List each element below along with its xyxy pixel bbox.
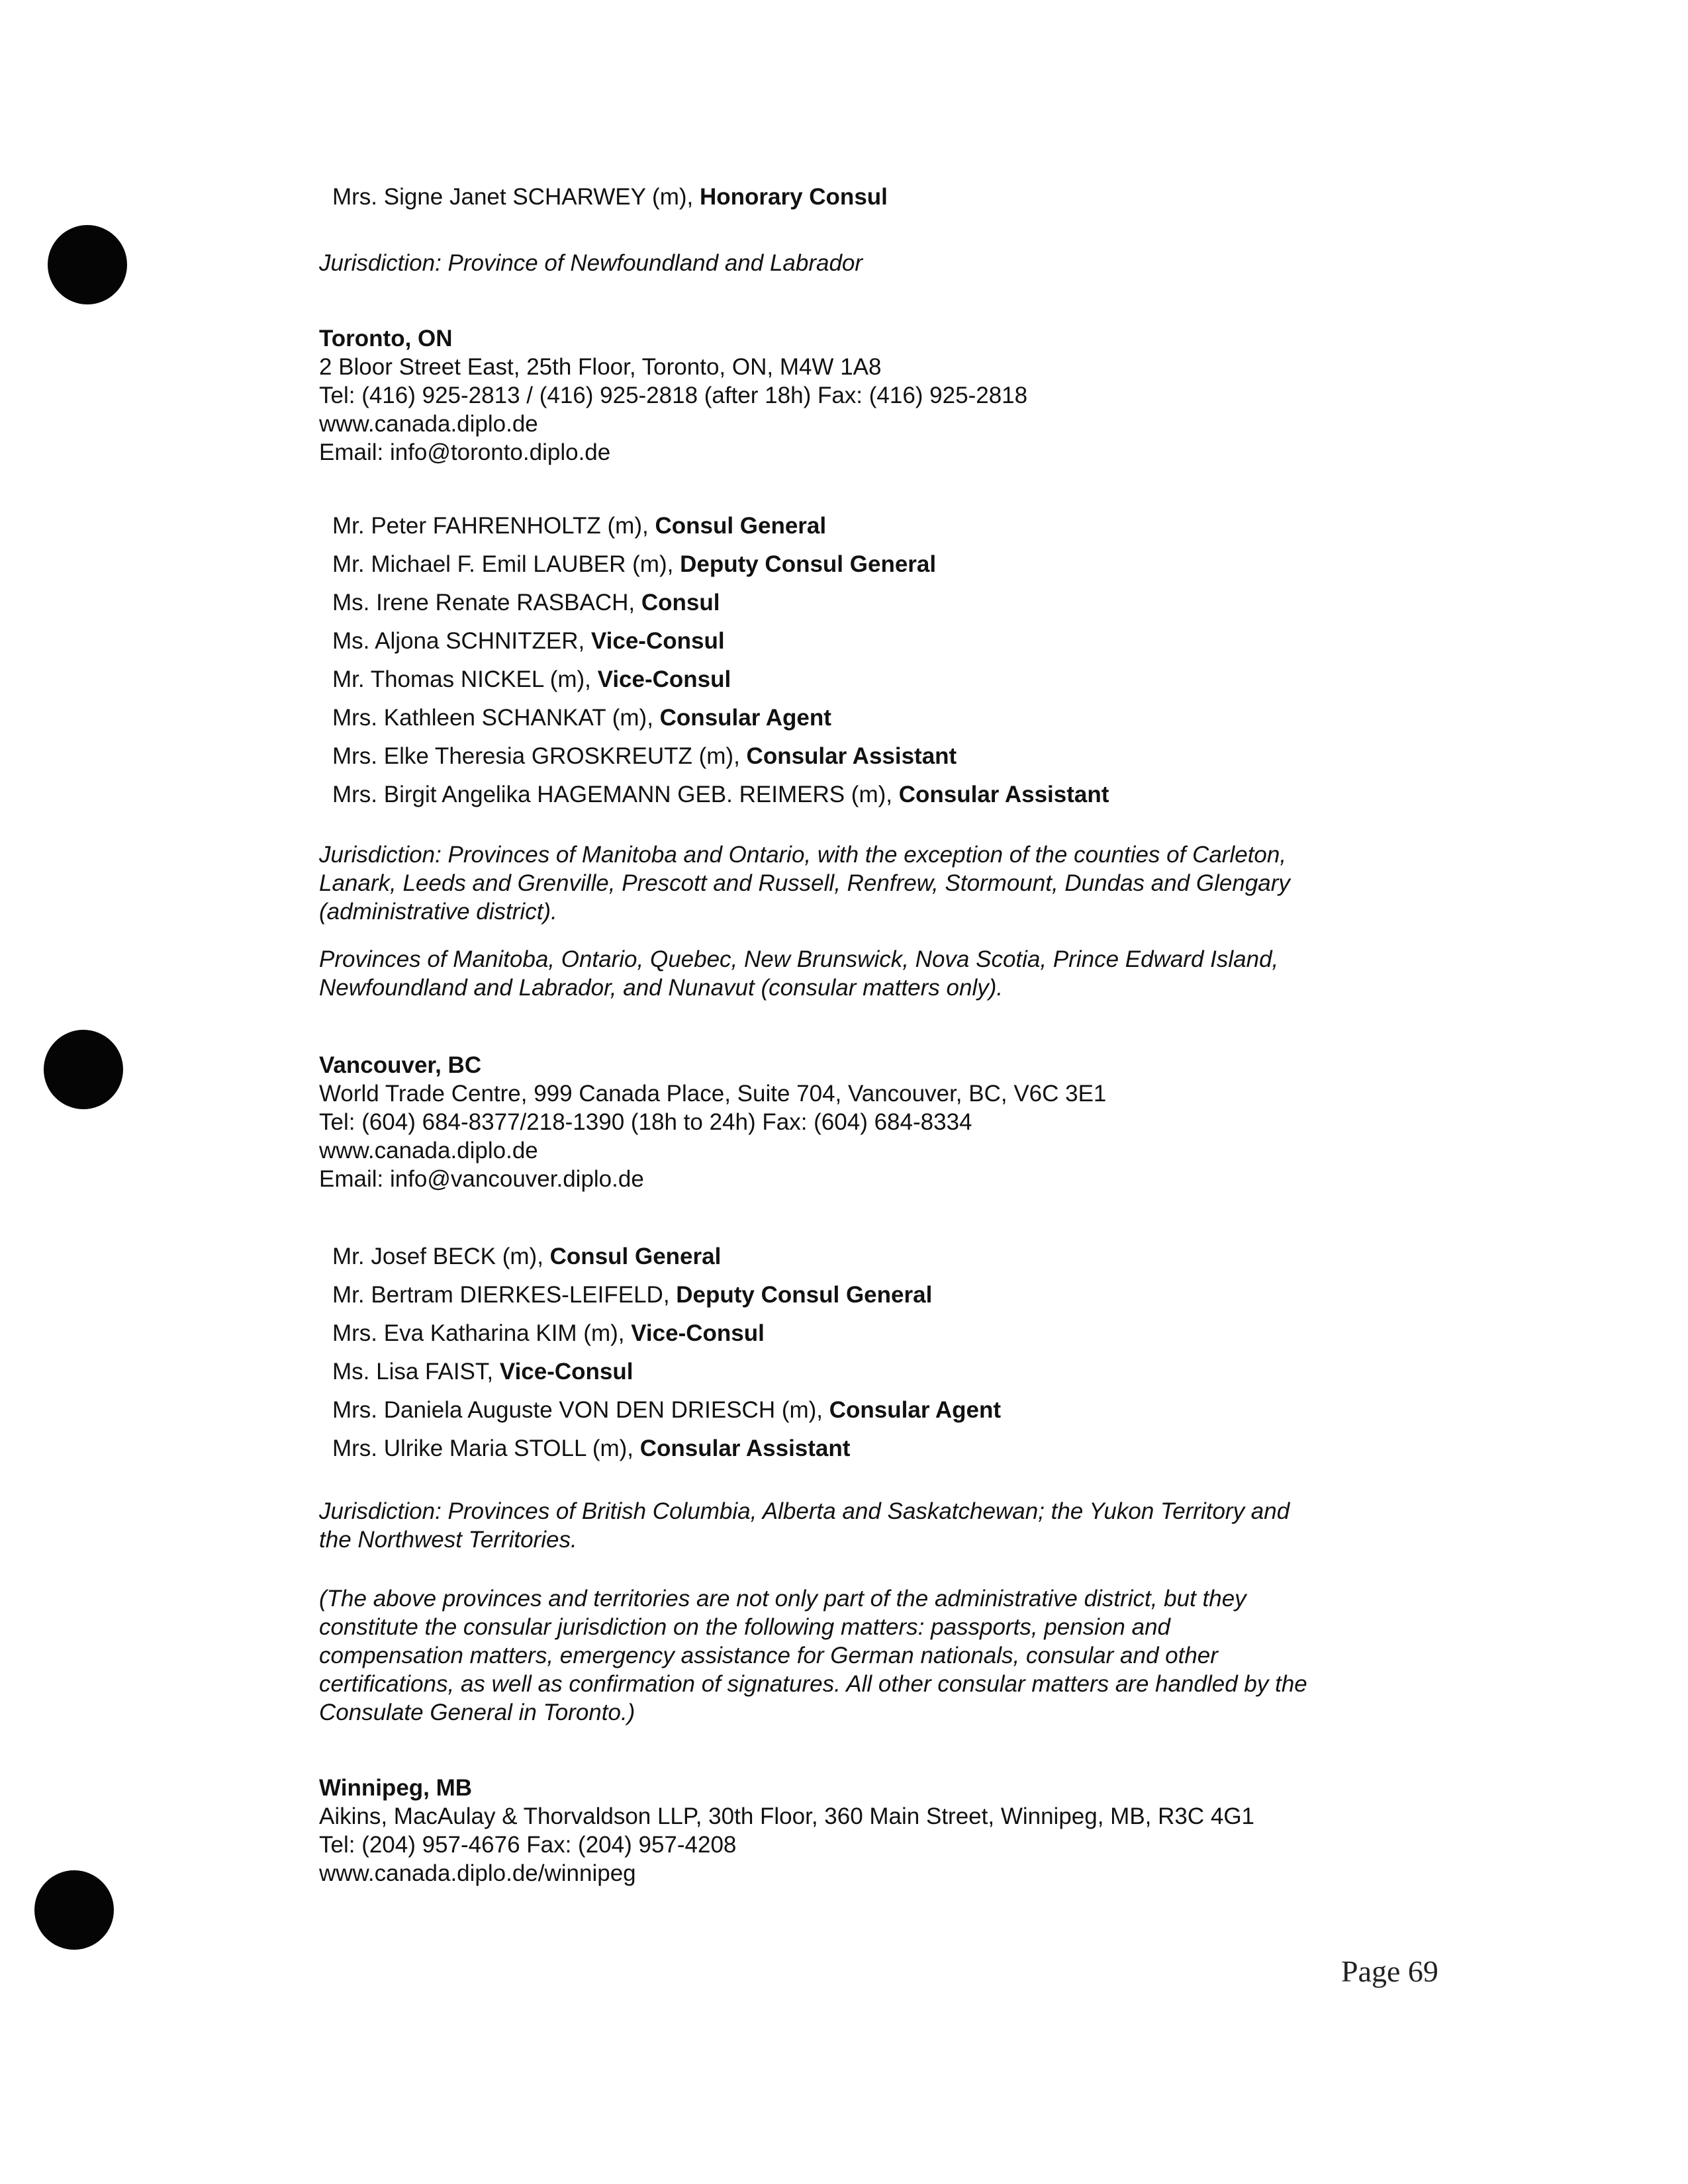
office-website[interactable]: www.canada.diplo.de [319, 411, 538, 437]
vancouver-jurisdiction [319, 1497, 1444, 1554]
staff-name: Ms. Aljona SCHNITZER, [332, 628, 591, 654]
staff-row [332, 699, 1444, 737]
honorary-consul-entry [319, 183, 1444, 211]
staff-name: Mr. Josef BECK (m), [332, 1244, 550, 1269]
office-phone: Tel: (204) 957-4676 Fax: (204) 957-4208 [319, 1832, 737, 1858]
staff-title: Consul General [655, 513, 827, 539]
staff-row [332, 545, 1444, 584]
staff-title: Vice-Consul [631, 1320, 765, 1346]
office-heading: Toronto, ON [319, 326, 453, 351]
staff-title: Vice-Consul [590, 628, 725, 654]
office-email[interactable]: Email: info@toronto.diplo.de [319, 439, 611, 465]
staff-row [332, 737, 1444, 776]
staff-title: Deputy Consul General [680, 551, 937, 577]
staff-row [332, 622, 1444, 660]
staff-row [332, 660, 1444, 699]
staff-title: Consular Assistant [898, 782, 1109, 807]
staff-row [332, 183, 1444, 211]
jurisdiction-text: Jurisdiction: Province of Newfoundland and Labrador [319, 250, 863, 276]
consular-line: Provinces of Manitoba, Ontario, Quebec, New Brunswick, Nova Scotia, Prince Edward Island, [319, 946, 1279, 972]
office-address: World Trade Centre, 999 Canada Place, Suite 704, Vancouver, BC, V6C 3E1 [319, 1081, 1107, 1107]
newfoundland-jurisdiction [319, 249, 1444, 277]
punch-hole-top [48, 225, 127, 304]
jurisdiction-line: the Northwest Territories. [319, 1527, 577, 1553]
staff-name: Mrs. Elke Theresia GROSKREUTZ (m), [332, 743, 747, 769]
staff-row [332, 1391, 1444, 1430]
jurisdiction-line: Jurisdiction: Provinces of British Columbia, Alberta and Saskatchewan; the Yukon Territory and [319, 1498, 1290, 1524]
staff-title: Consular Agent [659, 705, 831, 731]
toronto-staff-list [319, 507, 1444, 814]
staff-name: Mr. Thomas NICKEL (m), [332, 666, 598, 692]
staff-name: Mrs. Kathleen SCHANKAT (m), [332, 705, 660, 731]
jurisdiction-line: (administrative district). [319, 899, 557, 925]
office-website[interactable]: www.canada.diplo.de/winnipeg [319, 1860, 636, 1886]
staff-title: Consul [641, 590, 720, 615]
staff-name: Mr. Bertram DIERKES-LEIFELD, [332, 1282, 677, 1308]
staff-name: Mr. Michael F. Emil LAUBER (m), [332, 551, 680, 577]
staff-row [332, 1238, 1444, 1276]
staff-title: Consular Assistant [639, 1435, 851, 1461]
staff-name: Mrs. Signe Janet SCHARWEY (m), [332, 184, 700, 210]
punch-hole-bottom [34, 1870, 114, 1950]
note-line: Consulate General in Toronto.) [319, 1700, 635, 1725]
staff-name: Ms. Irene Renate RASBACH, [332, 590, 641, 615]
office-phone: Tel: (416) 925-2813 / (416) 925-2818 (after 18h) Fax: (416) 925-2818 [319, 383, 1028, 408]
staff-title: Honorary Consul [699, 184, 888, 210]
staff-row [332, 1314, 1444, 1353]
note-line: (The above provinces and territories are not only part of the administrative district, but they [319, 1586, 1246, 1612]
note-line: compensation matters, emergency assistance for German nationals, consular and other [319, 1643, 1218, 1668]
consular-line: Newfoundland and Labrador, and Nunavut (consular matters only). [319, 975, 1004, 1001]
staff-title: Consular Agent [829, 1397, 1002, 1423]
staff-name: Mrs. Birgit Angelika HAGEMANN GEB. REIMERS (m), [332, 782, 899, 807]
staff-row [332, 776, 1444, 814]
staff-title: Vice-Consul [499, 1359, 633, 1385]
staff-row [332, 584, 1444, 622]
punch-hole-middle [44, 1030, 123, 1109]
jurisdiction-line: Jurisdiction: Provinces of Manitoba and Ontario, with the exception of the counties of Carleton, [319, 842, 1287, 868]
staff-row [332, 507, 1444, 545]
vancouver-note [319, 1584, 1444, 1727]
note-line: certifications, as well as confirmation of signatures. All other consular matters are handled by the [319, 1671, 1307, 1697]
jurisdiction-line: Lanark, Leeds and Grenville, Prescott and Russell, Renfrew, Stormount, Dundas and Glengary [319, 870, 1290, 896]
staff-name: Mrs. Daniela Auguste VON DEN DRIESCH (m), [332, 1397, 829, 1423]
vancouver-staff-list [319, 1238, 1444, 1468]
staff-row [332, 1353, 1444, 1391]
page-number: Page 69 [1341, 1954, 1438, 1988]
office-phone: Tel: (604) 684-8377/218-1390 (18h to 24h) Fax: (604) 684-8334 [319, 1109, 972, 1135]
office-heading: Winnipeg, MB [319, 1775, 473, 1801]
staff-name: Mrs. Ulrike Maria STOLL (m), [332, 1435, 640, 1461]
toronto-jurisdiction [319, 841, 1444, 926]
winnipeg-contact [319, 1774, 1444, 1888]
staff-row [332, 1276, 1444, 1314]
staff-title: Consular Assistant [746, 743, 957, 769]
staff-title: Deputy Consul General [676, 1282, 933, 1308]
office-address: 2 Bloor Street East, 25th Floor, Toronto, ON, M4W 1A8 [319, 354, 882, 380]
toronto-consular-matters [319, 945, 1444, 1002]
office-website[interactable]: www.canada.diplo.de [319, 1138, 538, 1163]
staff-title: Consul General [549, 1244, 722, 1269]
office-email[interactable]: Email: info@vancouver.diplo.de [319, 1166, 644, 1192]
staff-row [332, 1430, 1444, 1468]
office-heading: Vancouver, BC [319, 1052, 482, 1078]
vancouver-contact [319, 1051, 1444, 1193]
note-line: constitute the consular jurisdiction on the following matters: passports, pension and [319, 1614, 1170, 1640]
staff-name: Mrs. Eva Katharina KIM (m), [332, 1320, 632, 1346]
staff-name: Ms. Lisa FAIST, [332, 1359, 500, 1385]
toronto-contact [319, 324, 1444, 467]
office-address: Aikins, MacAulay & Thorvaldson LLP, 30th Floor, 360 Main Street, Winnipeg, MB, R3C 4G1 [319, 1803, 1255, 1829]
staff-title: Vice-Consul [597, 666, 731, 692]
staff-name: Mr. Peter FAHRENHOLTZ (m), [332, 513, 655, 539]
